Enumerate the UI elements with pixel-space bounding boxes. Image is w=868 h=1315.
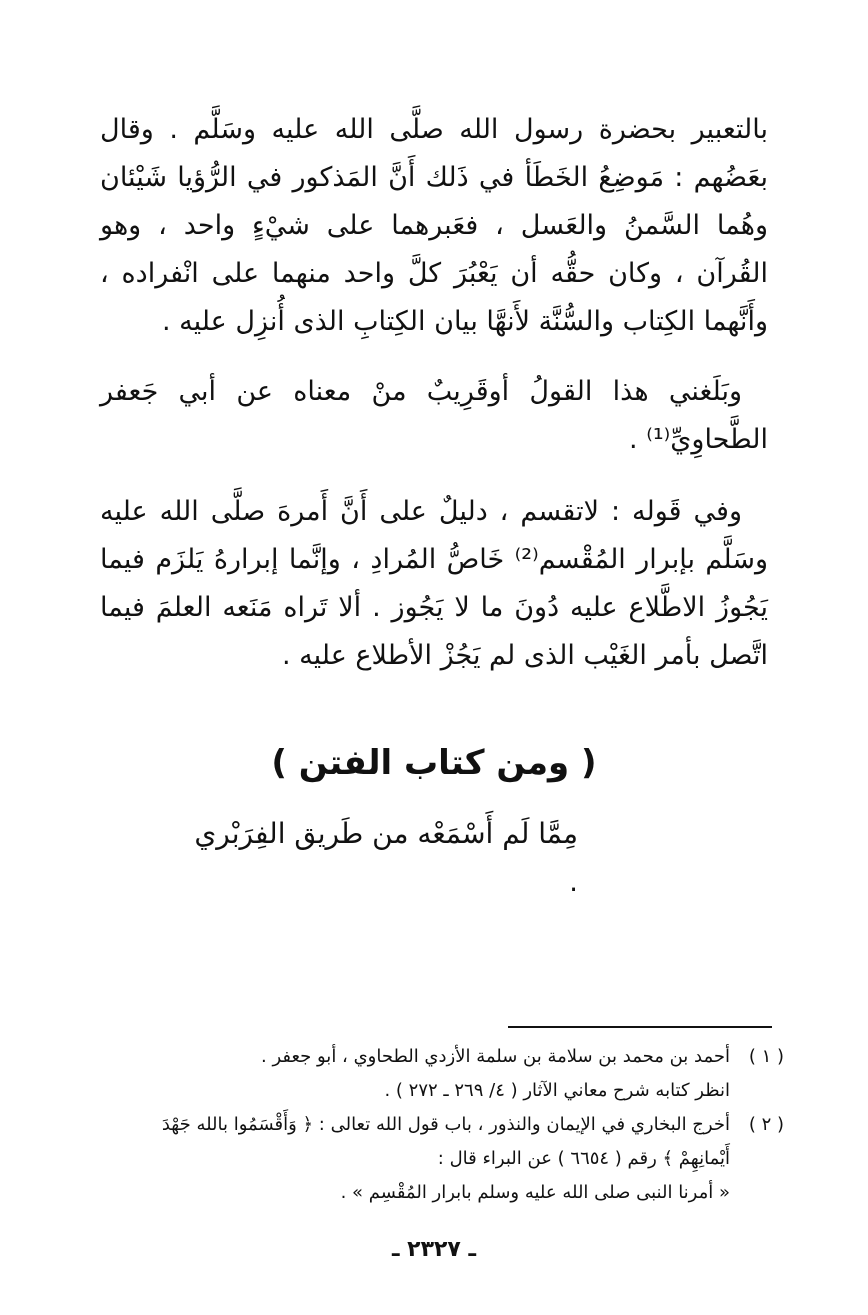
paragraph-1: بالتعبير بحضرة رسول الله صلَّى الله عليه وسَلَّم . وقال بعَضُهم : مَوضِعُ الخَطَأ في ذَلك أَنَّ المَذكور في الرُّؤيا شَيْئان وهُما السَّمنُ والعَسل ، فعَبرهما على شيْءٍ واحد ، وهو القُرآن ، وكان حقُّه أن يَعْبُرَ كلَّ واحد منهما على انْفراده ، وأَنَّهما الكِتاب والسُّنَّة لأَنهَّا بيان الكِتابِ الذى أُنزِل عليه . xyxy=(100,114,768,337)
footnote-line: أخرج البخاري في الإيمان والنذور ، باب قول الله تعالى : ﴿ وَأَقْسَمُوا بالله جَهْدَ xyxy=(161,1114,730,1135)
footnote-line: انظر كتابه شرح معاني الآثار ( ٤/ ٢٦٩ ـ ٢٧٢ ) . xyxy=(384,1080,730,1101)
paragraph-3: وفي قَوله : لاتقسم ، دليلٌ على أَنَّ أَمرهَ صلَّى الله عليه وسَلَّم بإبرار المُقْسم⁽²⁾ خَاصُّ المُرادِ ، وإنَّما إبرارهُ يَلزَم فيما يَجُوزُ الاطَّلاع عليه دُونَ ما لا يَجُوز . ألا تَراه مَنَعه العلمَ فيما اتَّصل بأمر الغَيْب الذى لم يَجُزْ الأطلاع عليه . xyxy=(100,496,768,671)
footnote-line: « أمرنا النبى صلى الله عليه وسلم بابرار المُقْسِم » . xyxy=(340,1182,730,1203)
footnotes xyxy=(134,1040,784,1210)
footnote-line: أحمد بن محمد بن سلامة بن سلمة الأزدي الطحاوي ، أبو جعفر . xyxy=(261,1046,730,1067)
footnote-1 xyxy=(134,1040,784,1108)
section-subheading: مِمَّا لَم أَسْمَعْه من طَريق الفِرَبْري . xyxy=(194,817,578,898)
footnote-line: أَيْمانِهِمْ ﴾ رقم ( ٦٦٥٤ ) عن البراء قال : xyxy=(437,1148,730,1169)
footnote-divider xyxy=(508,1026,772,1028)
paragraph-2: وبَلَغني هذا القولُ أوقَرِيبٌ منْ معناه عن أبي جَعفر الطَّحاوِيِّ⁽¹⁾ . xyxy=(100,376,768,455)
page-number: ـ ٢٣٢٧ ـ xyxy=(391,1237,477,1262)
footnote-number: ( ٢ ) xyxy=(748,1114,784,1135)
section-heading: ( ومن كتاب الفتن ) xyxy=(271,743,597,783)
footnote-2 xyxy=(134,1108,784,1210)
footnote-number: ( ١ ) xyxy=(748,1046,784,1067)
